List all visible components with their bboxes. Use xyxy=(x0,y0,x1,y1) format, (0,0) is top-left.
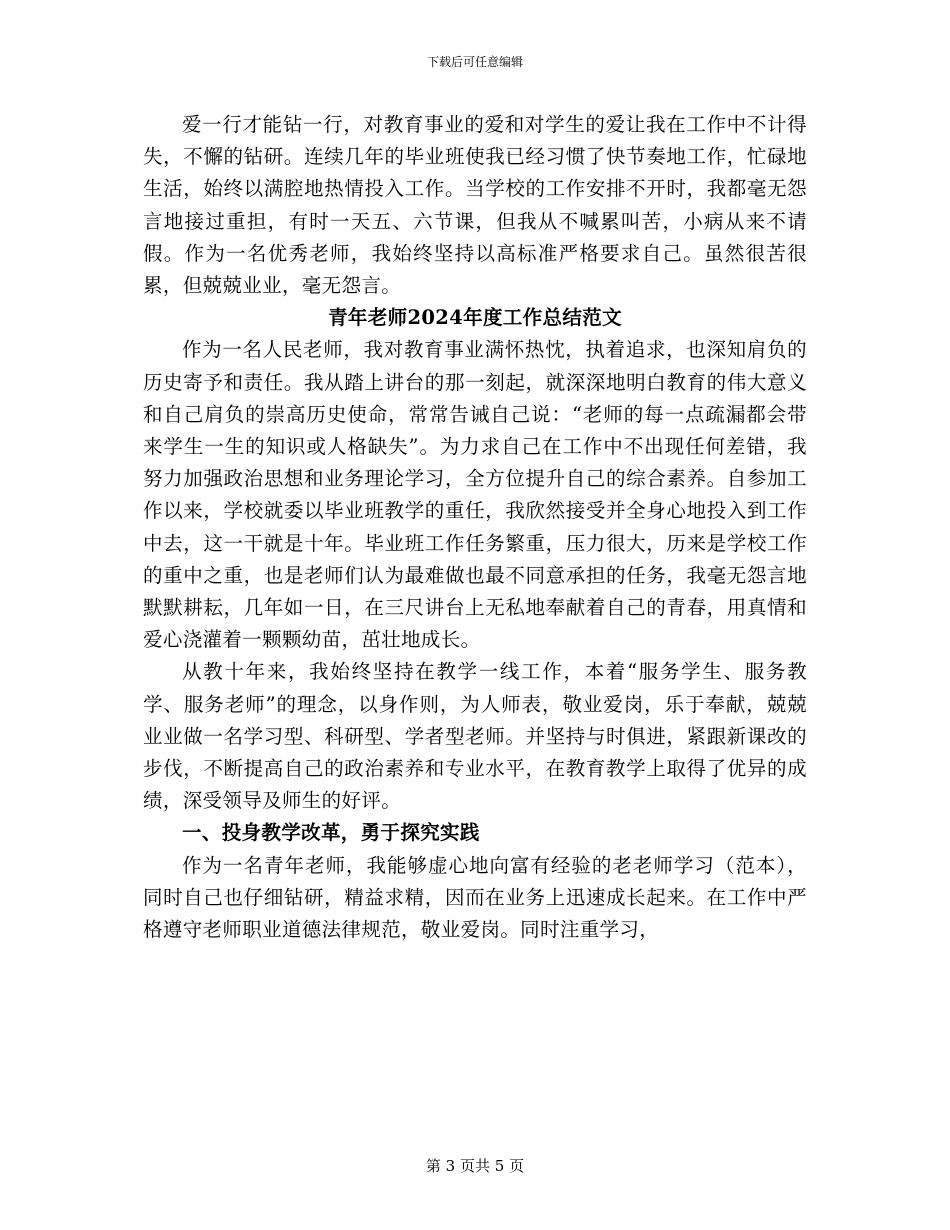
paragraph-introduction: 作为一名人民老师，我对教育事业满怀热忱，执着追求，也深知肩负的历史寄予和责任。我从踏上讲台的那一刻起，就深深地明白教育的伟大意义和自己肩负的崇高历史使命，常常告诫自己说：“老师的每一点疏漏都会带来学生一生的知识或人格缺失”。为力求自己在工作中不出现任何差错，我努力加强政治思想和业务理论学习，全方位提升自己的综合素养。自参加工作以来，学校就委以毕业班教学的重任，我欣然接受并全身心地投入到工作中去，这一干就是十年。毕业班工作任务繁重，压力很大，历来是学校工作的重中之重，也是老师们认为最难做也最不同意承担的任务，我毫无怨言地默默耕耘，几年如一日，在三尺讲台上无私地奉献着自己的青春，用真情和爱心浇灌着一颗颗幼苗，茁壮地成长。 xyxy=(143,338,807,652)
paragraph-young-teacher: 作为一名青年老师，我能够虚心地向富有经验的老老师学习（范本），同时自己也仔细钻研，精益求精，因而在业务上迅速成长起来。在工作中严格遵守老师职业道德法律规范，敬业爱岗。同时注重学习， xyxy=(143,853,807,942)
document-body xyxy=(143,109,807,946)
document-title: 青年老师2024年度工作总结范文 xyxy=(328,306,622,330)
page-header: 下载后可任意编辑 xyxy=(426,55,523,69)
section-heading-1: 一、投身教学改革，勇于探究实践 xyxy=(182,821,480,845)
page-footer: 第 3 页共 5 页 xyxy=(425,1157,525,1175)
paragraph-dedication: 爱一行才能钻一行，对教育事业的爱和对学生的爱让我在工作中不计得失，不懈的钻研。连续几年的毕业班使我已经习惯了快节奏地工作，忙碌地生活，始终以满腔地热情投入工作。当学校的工作安排不开时，我都毫无怨言地接过重担，有时一天五、六节课，但我从不喊累叫苦，小病从来不请假。作为一名优秀老师，我始终坚持以高标准严格要求自己。虽然很苦很累，但兢兢业业，毫无怨言。 xyxy=(143,113,807,298)
paragraph-ten-years: 从教十年来，我始终坚持在教学一线工作，本着“服务学生、服务教学、服务老师”的理念，以身作则，为人师表，敬业爱岗，乐于奉献，兢兢业业做一名学习型、科研型、学者型老师。并坚持与时俱进，紧跟新课改的步伐，不断提高自己的政治素养和专业水平，在教育教学上取得了优异的成绩，深受领导及师生的好评。 xyxy=(143,660,807,813)
